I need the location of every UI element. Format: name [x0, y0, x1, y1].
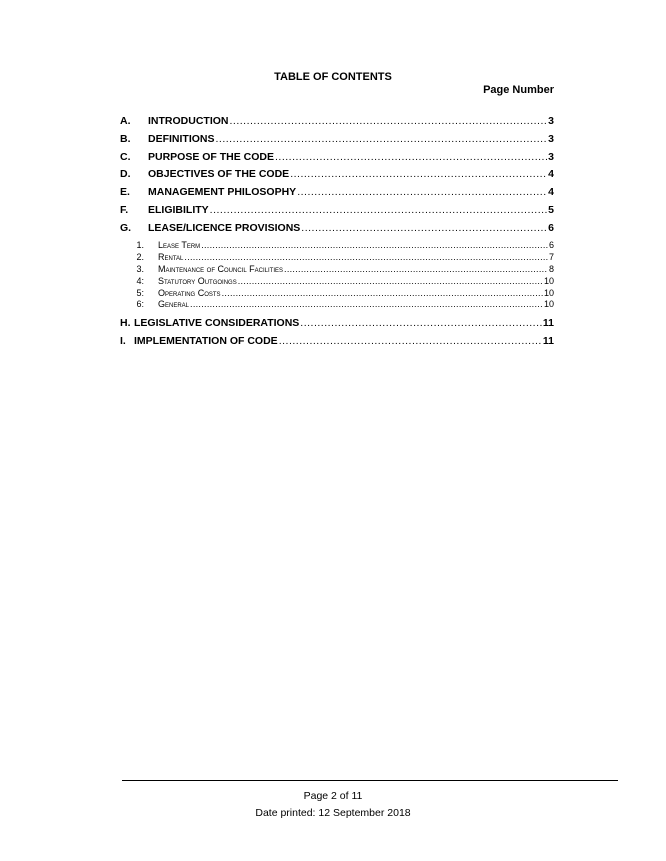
- toc-letter: D.: [120, 168, 131, 180]
- toc-entry-a[interactable]: [120, 114, 554, 128]
- leader-dots: [275, 150, 547, 164]
- toc-letter: C.: [120, 151, 131, 163]
- toc-subentry-1[interactable]: [130, 240, 554, 251]
- leader-dots: [230, 114, 548, 128]
- toc-subpage: 7: [548, 252, 554, 262]
- toc-subentry-3[interactable]: [130, 264, 554, 275]
- leader-dots: [184, 252, 548, 263]
- leader-dots: [301, 221, 547, 235]
- leader-dots: [210, 203, 547, 217]
- toc-page: 11: [542, 335, 554, 347]
- leader-dots: [300, 316, 542, 330]
- toc-page: 5: [548, 204, 554, 216]
- toc-subnumber: 4:: [136, 276, 144, 286]
- toc-subnumber: 6:: [136, 299, 144, 309]
- toc-page: 11: [542, 317, 554, 329]
- toc-label: INTRODUCTION: [148, 115, 229, 127]
- toc-label: LEGISLATIVE CONSIDERATIONS: [134, 317, 300, 329]
- toc-subnumber: 3.: [136, 264, 144, 274]
- leader-dots: [201, 240, 548, 251]
- leader-dots: [279, 334, 542, 348]
- toc-letter: B.: [120, 133, 131, 145]
- toc-sublabel: Lease Term: [158, 240, 201, 250]
- toc-label: IMPLEMENTATION OF CODE: [134, 335, 278, 347]
- toc-subnumber: 5:: [136, 288, 144, 298]
- toc-sublabel: Statutory Outgoings: [158, 276, 237, 286]
- toc-letter: G.: [120, 222, 132, 234]
- leader-dots: [290, 167, 547, 181]
- toc-page: 3: [548, 115, 554, 127]
- toc-subpage: 10: [543, 276, 554, 286]
- leader-dots: [297, 185, 547, 199]
- toc-letter: I.: [120, 335, 126, 347]
- toc-subentry-6[interactable]: [130, 299, 554, 310]
- toc-entry-b[interactable]: [120, 132, 554, 146]
- toc-label: OBJECTIVES OF THE CODE: [148, 168, 290, 180]
- toc-page: 4: [548, 168, 554, 180]
- leader-dots: [238, 276, 543, 287]
- leader-dots: [222, 288, 543, 299]
- toc-subentry-4[interactable]: [130, 276, 554, 287]
- toc-page: 3: [548, 133, 554, 145]
- toc-letter: E.: [120, 186, 130, 198]
- footer-divider: [122, 780, 618, 781]
- toc-subentry-2[interactable]: [130, 252, 554, 263]
- toc-label: LEASE/LICENCE PROVISIONS: [148, 222, 301, 234]
- toc-subpage: 6: [548, 240, 554, 250]
- toc-entry-d[interactable]: [120, 167, 554, 181]
- toc-subpage: 10: [543, 299, 554, 309]
- toc-page: 6: [548, 222, 554, 234]
- leader-dots: [284, 264, 548, 275]
- toc-label: PURPOSE OF THE CODE: [148, 151, 275, 163]
- toc-label: DEFINITIONS: [148, 133, 215, 145]
- toc-entry-i[interactable]: [120, 334, 554, 348]
- toc-letter: H.: [120, 317, 131, 329]
- toc-title: TABLE OF CONTENTS: [274, 71, 392, 83]
- toc-page: 4: [548, 186, 554, 198]
- footer-page-number: Page 2 of 11: [303, 790, 363, 802]
- toc-sublabel: Operating Costs: [158, 288, 221, 298]
- toc-sublabel: Rental: [158, 252, 184, 262]
- toc-label: ELIGIBILITY: [148, 204, 209, 216]
- toc-sublabel: General: [158, 299, 190, 309]
- leader-dots: [190, 299, 543, 310]
- toc-subpage: 10: [543, 288, 554, 298]
- page-number-heading: Page Number: [483, 84, 554, 96]
- toc-entry-c[interactable]: [120, 150, 554, 164]
- toc-subpage: 8: [548, 264, 554, 274]
- toc-subnumber: 1.: [136, 240, 144, 250]
- toc-entry-g[interactable]: [120, 221, 554, 235]
- toc-subnumber: 2.: [136, 252, 144, 262]
- toc-entry-e[interactable]: [120, 185, 554, 199]
- footer-date-printed: Date printed: 12 September 2018: [255, 807, 411, 819]
- toc-page: 3: [548, 151, 554, 163]
- toc-subentry-5[interactable]: [130, 288, 554, 299]
- toc-letter: A.: [120, 115, 131, 127]
- leader-dots: [216, 132, 548, 146]
- toc-sublabel: Maintenance of Council Facilities: [158, 264, 284, 274]
- toc-letter: F.: [120, 204, 129, 216]
- toc-entry-f[interactable]: [120, 203, 554, 217]
- toc-entry-h[interactable]: [120, 316, 554, 330]
- toc-label: MANAGEMENT PHILOSOPHY: [148, 186, 297, 198]
